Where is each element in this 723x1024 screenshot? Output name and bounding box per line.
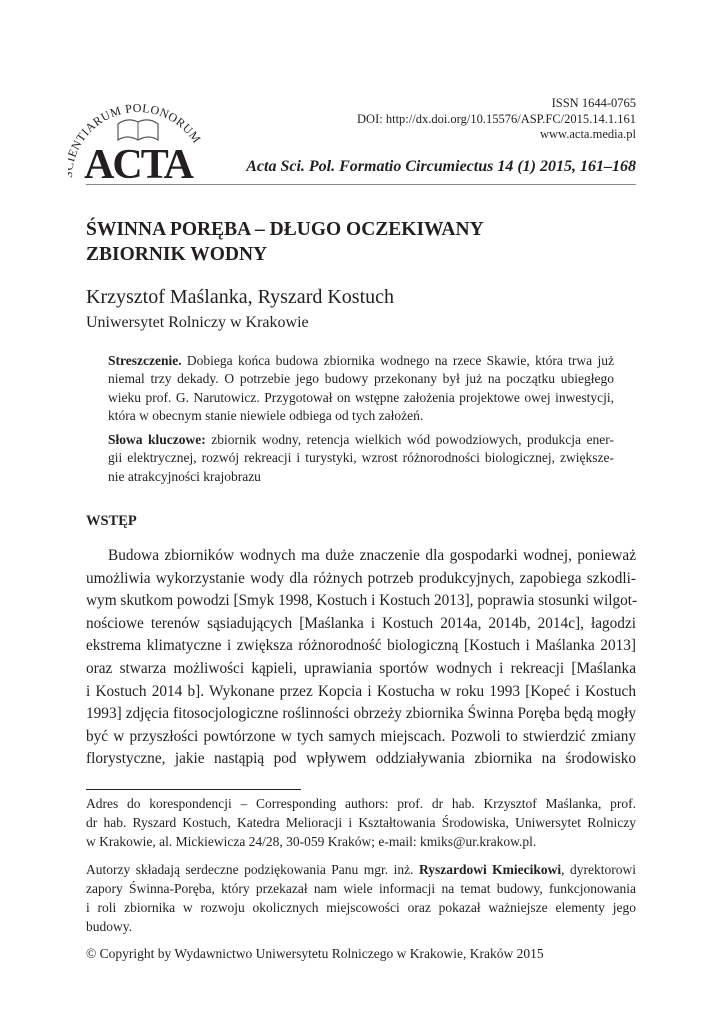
body-line: 1993] zdjęcia fitosocjologiczne roślinności obrzeży zbiornika Świnna Poręba będą mogły: [86, 705, 636, 723]
body-line: oraz stwarza możliwości kąpieli, uprawiania sportów wodnych i rekreacji [Maślanka: [86, 659, 636, 677]
abstract-line: niemal trzy dekady. O potrzebie jego budowy przekonany był już na początku ubiegłego: [108, 371, 614, 387]
footnote-line: Adres do korespondencji – Corresponding authors: prof. dr hab. Krzysztof Maślanka, prof.: [86, 796, 636, 811]
footnotes: [86, 794, 636, 964]
ack-text: , dyrektorowi: [561, 861, 637, 877]
logo-arc-text: NTIARUM POLONORUM: [68, 100, 204, 153]
abstract-line: która w obecnym stanie niewiele odbiega od tych założeń.: [108, 407, 424, 423]
body-line: wym skutkom powodzi [Smyk 1998, Kostuch i Kostuch 2013], poprawia stosunki wilgot-: [86, 592, 638, 610]
body-line: nościowe terenów sąsiadujących [Maślanka i Kostuch 2014a, 2014b, 2014c], łagodzi: [86, 614, 636, 632]
article-title: [86, 217, 484, 267]
keywords-line: zbiornik wodny, retencja wielkich wód powodziowych, produkcja ener-: [205, 432, 614, 447]
footnote-line: i roli zbiornika w rozwoju okolicznych miejscowości oraz pokazał ważniejsze elementy jego: [86, 900, 636, 916]
journal-citation: Acta Sci. Pol. Formatio Circumiectus 14 (1) 2015, 161–168: [246, 158, 636, 175]
logo-book-icon: [68, 88, 208, 184]
body-line: być w przyszłości powtórzone w tych samych miejscach. Pozwoli to stwierdzić zmiany: [86, 727, 636, 745]
section-heading: WSTĘP: [86, 513, 137, 529]
acta-logo: [68, 88, 208, 184]
keywords-line: gii elektrycznej, rozwój rekreacji i turystyki, wzrost różnorodności biologicznej, zwiększe-: [108, 450, 614, 466]
website: www.acta.media.pl: [539, 127, 636, 141]
copyright: © Copyright by Wydawnictwo Uniwersytetu Rolniczego w Krakowie, Kraków 2015: [86, 946, 544, 962]
keywords-line: nie atrakcyjności krajobrazu: [108, 468, 261, 484]
footnote-line: dr hab. Ryszard Kostuch, Katedra Melioracji i Kształtowania Środowiska, Uniwersytet Rolniczy: [86, 815, 636, 831]
logo-wordmark: ACTA: [84, 142, 192, 184]
abstract-line: wieku prof. G. Narutowicz. Przygotował on wstępne założenia projektowe owej inwestycji,: [108, 389, 614, 405]
title-line: ZBIORNIK WODNY: [86, 244, 268, 265]
footnote-line: budowy.: [86, 919, 132, 935]
body-line: Budowa zbiorników wodnych ma duże znaczenie dla gospodarki wodnej, ponieważ: [108, 547, 636, 564]
body-text: [86, 545, 636, 771]
abstract-line: Dobiega końca budowa zbiornika wodnego na rzece Skawie, która trwa już: [181, 353, 614, 368]
body-line: umożliwia wykorzystanie wody dla różnych potrzeb produkcyjnych, zapobiega szkodli-: [86, 569, 636, 587]
header-rule: [86, 184, 636, 185]
abstract: [108, 352, 614, 425]
footnote-line: zapory Świnna-Poręba, który przekazał nam wiele informacji na temat budowy, funkcjonowania: [86, 880, 636, 896]
affiliation: Uniwersytet Rolniczy w Krakowie: [86, 314, 309, 331]
abstract-label: Streszczenie.: [108, 353, 182, 368]
doi: DOI: http://dx.doi.org/10.15576/ASP.FC/2015.14.1.161: [357, 111, 636, 126]
body-line: ekstrema klimatyczne i zwiększa różnorodność biologiczną [Kostuch i Maślanka 2013]: [86, 637, 636, 655]
authors: Krzysztof Maślanka, Ryszard Kostuch: [86, 286, 395, 308]
body-line: florystyczne, jakie nastąpią pod wpływem oddziaływania zbiornika na środowisko: [86, 750, 636, 768]
ack-text: Autorzy składają serdeczne podziękowania Panu mgr. inż.: [86, 861, 419, 877]
body-line: i Kostuch 2014 b]. Wykonane przez Kopcia i Kostucha w roku 1993 [Kopeć i Kostuch: [86, 682, 636, 700]
footnote-rule: [86, 789, 301, 790]
issn: ISSN 1644-0765: [551, 96, 636, 110]
footnote-line: w Krakowie, al. Mickiewicza 24/28, 30-059 Kraków; e-mail: kmiks@ur.krakow.pl.: [86, 834, 537, 850]
title-line: ŚWINNA PORĘBA – DŁUGO OCZEKIWANY: [86, 219, 484, 240]
keywords-label: Słowa kluczowe:: [108, 432, 206, 447]
keywords: [108, 431, 614, 486]
ack-name: Ryszardowi Kmiecikowi: [418, 861, 562, 877]
